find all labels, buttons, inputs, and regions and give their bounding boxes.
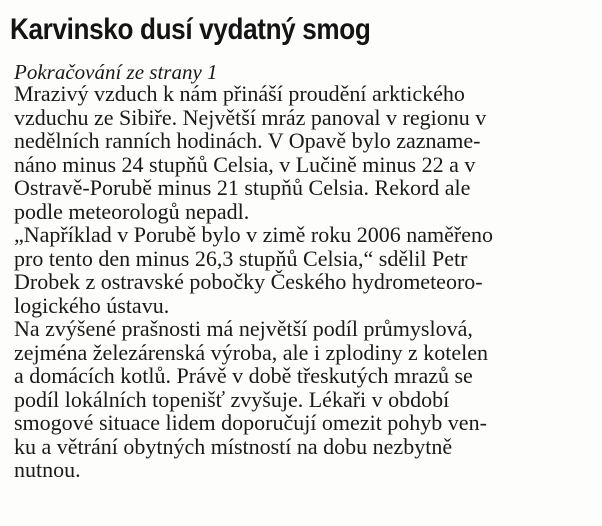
article-line: „Například v Porubě bylo v zimě roku 2006 naměřeno bbox=[14, 222, 493, 247]
article-line: náno minus 24 stupňů Celsia, v Lučině minus 22 a v bbox=[14, 151, 476, 177]
article-line: pro tento den minus 26,3 stupňů Celsia,“ sdělil Petr bbox=[14, 245, 468, 271]
article-line: zejména železárenská výroba, ale i zplodiny z kotelen bbox=[14, 339, 488, 365]
article-line: a domácích kotlů. Právě v době třeskutých mrazů se bbox=[14, 363, 473, 388]
article-line: smogové situace lidem doporučují omezit pohyb ven- bbox=[14, 410, 487, 435]
article-line: podíl lokálních topenišť zvyšuje. Lékaři v období bbox=[14, 386, 450, 412]
article-line: podle meteorologů nepadl. bbox=[14, 198, 250, 224]
article-line: Drobek z ostravské pobočky Českého hydrometeoro- bbox=[14, 269, 483, 294]
continuation-note: Pokračování ze strany 1 bbox=[14, 60, 218, 84]
article-line: Ostravě-Porubě minus 21 stupňů Celsia. Rekord ale bbox=[14, 175, 471, 200]
article-line: Na zvýšené prašnosti má největší podíl průmyslová, bbox=[14, 316, 473, 341]
article-line: nedělních ranních hodinách. V Opavě bylo zazname- bbox=[14, 128, 481, 153]
article-line: nutnou. bbox=[14, 457, 81, 482]
article-line: ku a větrání obytných místností na dobu nezbytně bbox=[14, 433, 453, 459]
article-line: Mrazivý vzduch k nám přináší proudění arktického bbox=[14, 81, 465, 106]
article-line: vzduchu ze Sibiře. Největší mráz panoval v regionu v bbox=[14, 104, 487, 130]
article-line: logického ústavu. bbox=[14, 292, 170, 318]
article-body bbox=[14, 82, 602, 482]
article-headline: Karvinsko dusí vydatný smog bbox=[10, 13, 371, 46]
